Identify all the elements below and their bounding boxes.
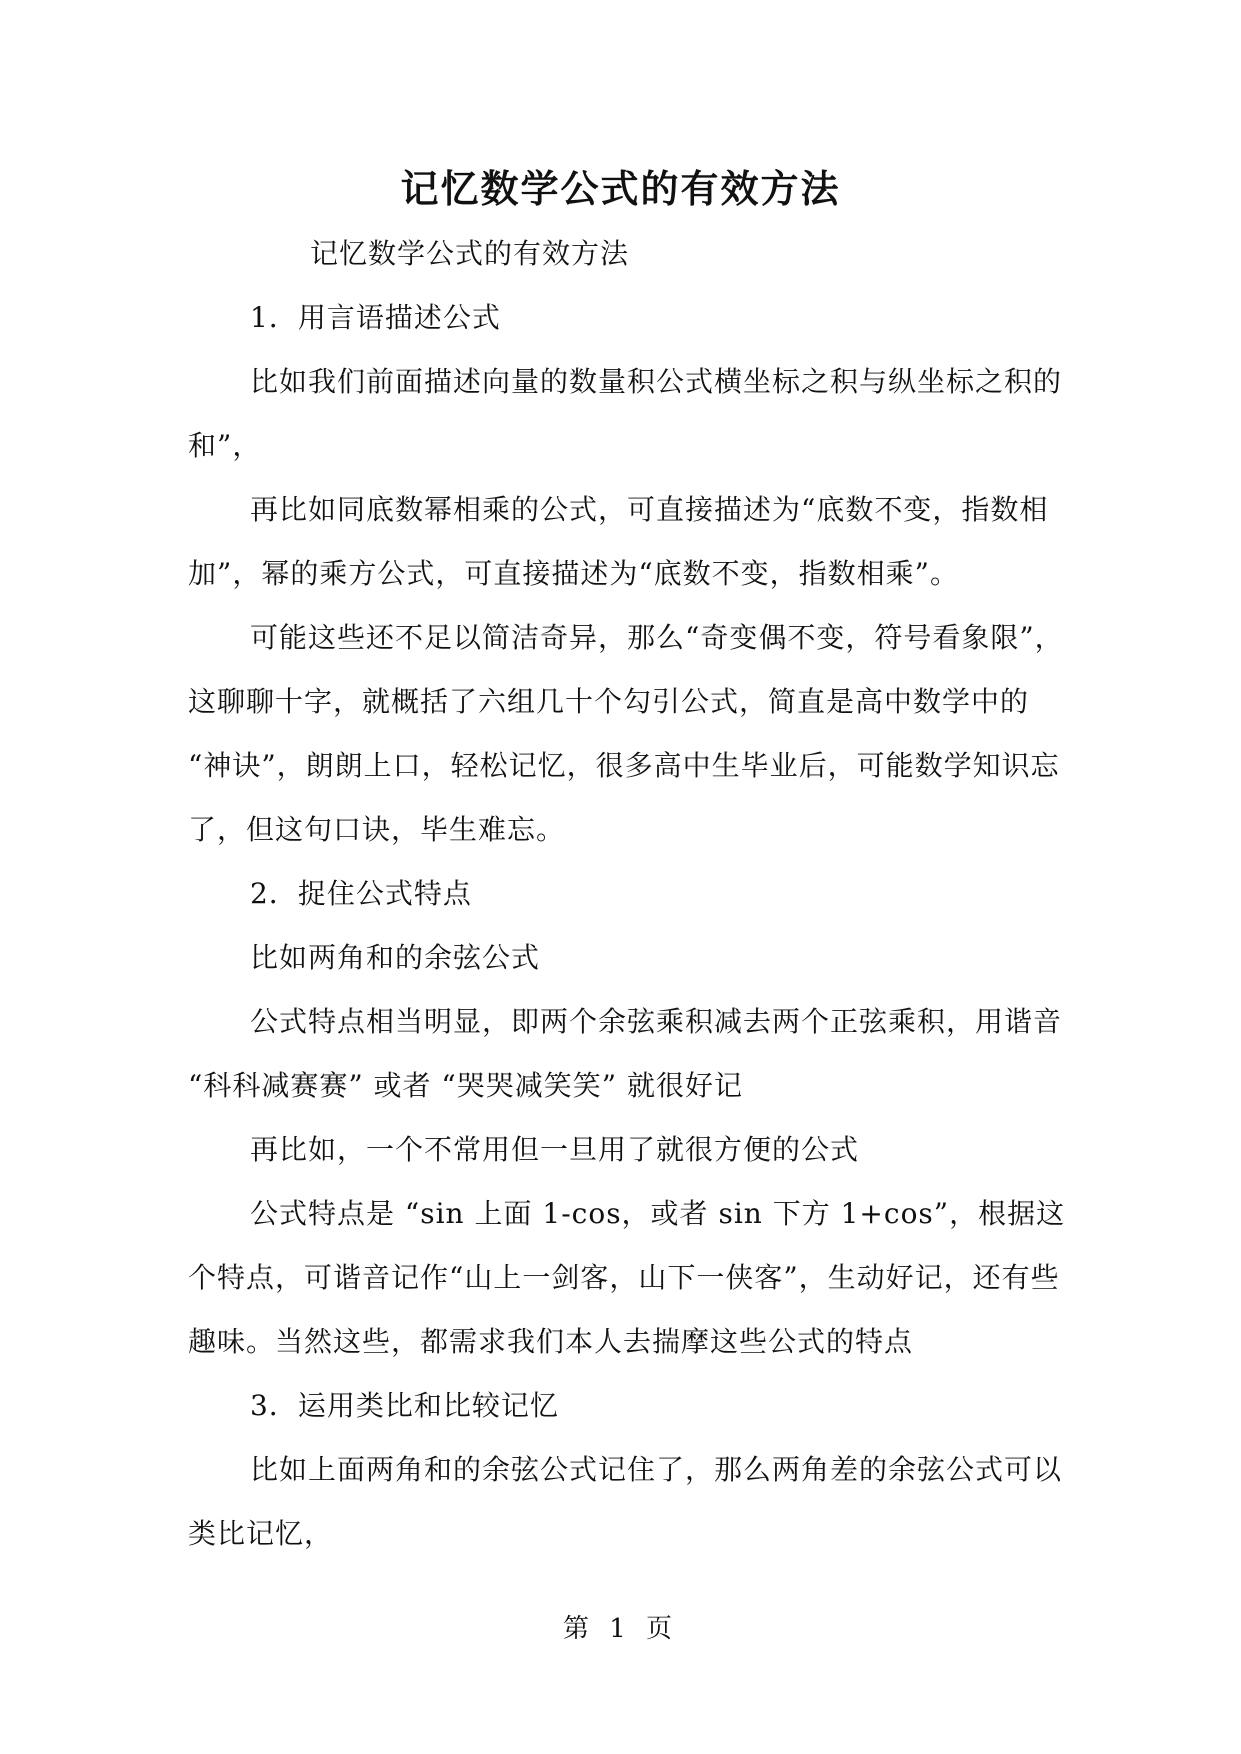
section-heading-3: 3．运用类比和比较记忆 [250, 1389, 559, 1422]
paragraph: 可能这些还不足以简洁奇异，那么“奇变偶不变，符号看象限”，这聊聊十字，就概括了六组几十个勾引公式，简直是高中数学中的 “神诀”，朗朗上口，轻松记忆，很多高中生毕业后，可能数学知识忘了，但这句口诀，毕生难忘。 [188, 621, 1064, 846]
paragraph: 再比如同底数幂相乘的公式，可直接描述为“底数不变，指数相加”，幂的乘方公式，可直接描述为“底数不变，指数相乘”。 [188, 493, 1049, 590]
document-body [188, 222, 1078, 1566]
paragraph: 比如上面两角和的余弦公式记住了，那么两角差的余弦公式可以类比记忆， [188, 1453, 1063, 1550]
document-title: 记忆数学公式的有效方法 [400, 166, 841, 211]
paragraph: 比如两角和的余弦公式 [250, 941, 541, 974]
paragraph: 再比如，一个不常用但一旦用了就很方便的公式 [250, 1133, 860, 1166]
paragraph: 比如我们前面描述向量的数量积公式横坐标之积与纵坐标之积的和”， [188, 365, 1063, 462]
paragraph: 公式特点相当明显，即两个余弦乘积减去两个正弦乘积，用谐音 “科科减赛赛” 或者 “哭哭减笑笑” 就很好记 [188, 1005, 1063, 1102]
paragraph: 公式特点是 “sin 上面 1-cos，或者 sin 下方 1+cos”，根据这个特点，可谐音记作“山上一剑客，山下一侠客”，生动好记，还有些趣味。当然这些，都需求我们本人去揣摩这些公式的特点 [188, 1197, 1066, 1358]
section-heading-1: 1．用言语描述公式 [250, 301, 501, 334]
page-number: 第 1 页 [562, 1614, 679, 1644]
section-heading-2: 2．捉住公式特点 [250, 877, 472, 910]
paragraph-subtitle: 记忆数学公式的有效方法 [310, 237, 630, 270]
